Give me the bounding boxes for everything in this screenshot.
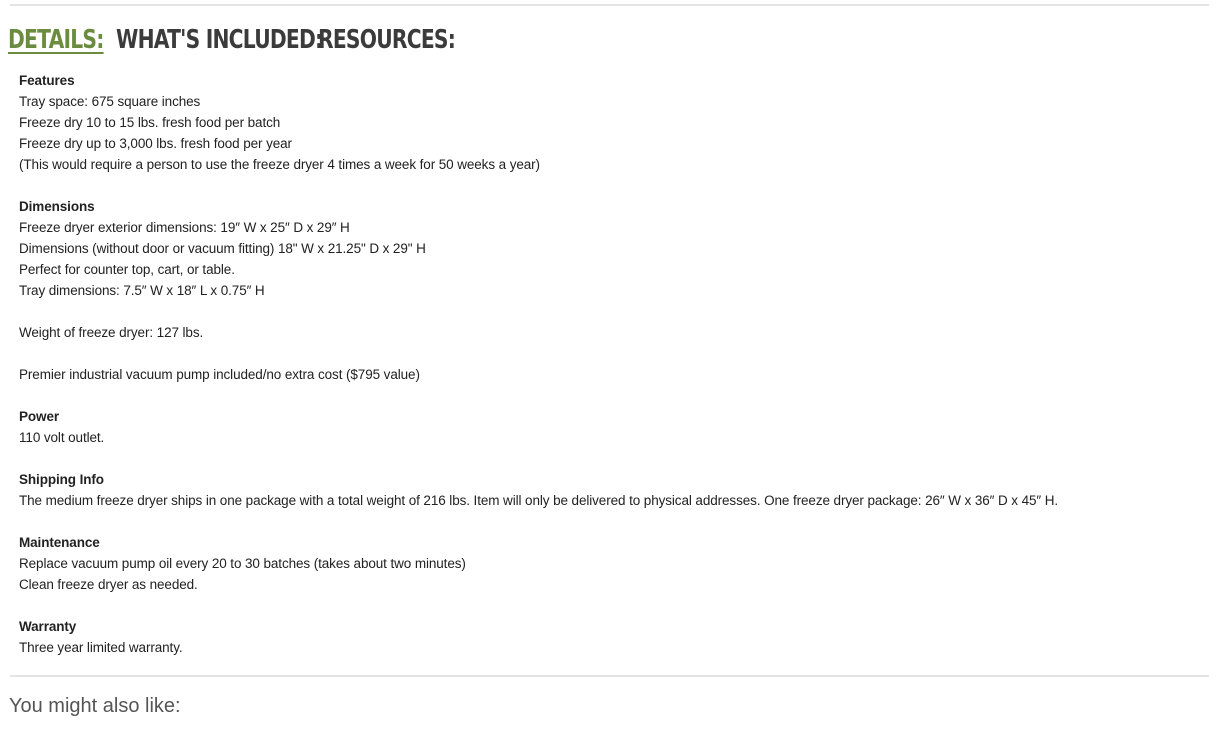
maintenance-line: Clean freeze dryer as needed. [19, 577, 198, 592]
tab-whats-included[interactable]: WHAT'S INCLUDED: [116, 25, 323, 55]
tab-details[interactable]: DETAILS: [8, 25, 104, 55]
shipping-line: The medium freeze dryer ships in one package with a total weight of 216 lbs. Item will only be delivered to physical addresses. One freeze dryer package: 26″ W x 36″ D x 45″ H. [19, 493, 1059, 508]
shipping-heading: Shipping Info [19, 472, 104, 487]
dimensions-line: Tray dimensions: 7.5″ W x 18″ L x 0.75″ H [19, 283, 265, 298]
pump-line: Premier industrial vacuum pump included/no extra cost ($795 value) [19, 367, 420, 382]
warranty-heading: Warranty [19, 619, 77, 634]
dimensions-line: Perfect for counter top, cart, or table. [19, 262, 235, 277]
tab-resources[interactable]: RESOURCES: [318, 25, 456, 55]
weight-line: Weight of freeze dryer: 127 lbs. [19, 325, 204, 340]
dimensions-line: Freeze dryer exterior dimensions: 19″ W x 25″ D x 29″ H [19, 220, 350, 235]
top-divider [10, 4, 1209, 6]
maintenance-line: Replace vacuum pump oil every 20 to 30 batches (takes about two minutes) [19, 556, 466, 571]
power-heading: Power [19, 409, 60, 424]
maintenance-heading: Maintenance [19, 535, 100, 550]
also-like-heading: You might also like: [9, 695, 181, 717]
features-line: Freeze dry up to 3,000 lbs. fresh food per year [19, 136, 292, 151]
warranty-line: Three year limited warranty. [19, 640, 183, 655]
features-heading: Features [19, 73, 75, 88]
features-line: Tray space: 675 square inches [19, 94, 201, 109]
details-panel [19, 70, 1199, 658]
power-line: 110 volt outlet. [19, 430, 105, 445]
features-line: (This would require a person to use the freeze dryer 4 times a week for 50 weeks a year) [19, 157, 540, 172]
dimensions-line: Dimensions (without door or vacuum fitting) 18" W x 21.25" D x 29" H [19, 241, 426, 256]
dimensions-heading: Dimensions [19, 199, 95, 214]
bottom-divider [10, 675, 1209, 677]
features-line: Freeze dry 10 to 15 lbs. fresh food per batch [19, 115, 281, 130]
